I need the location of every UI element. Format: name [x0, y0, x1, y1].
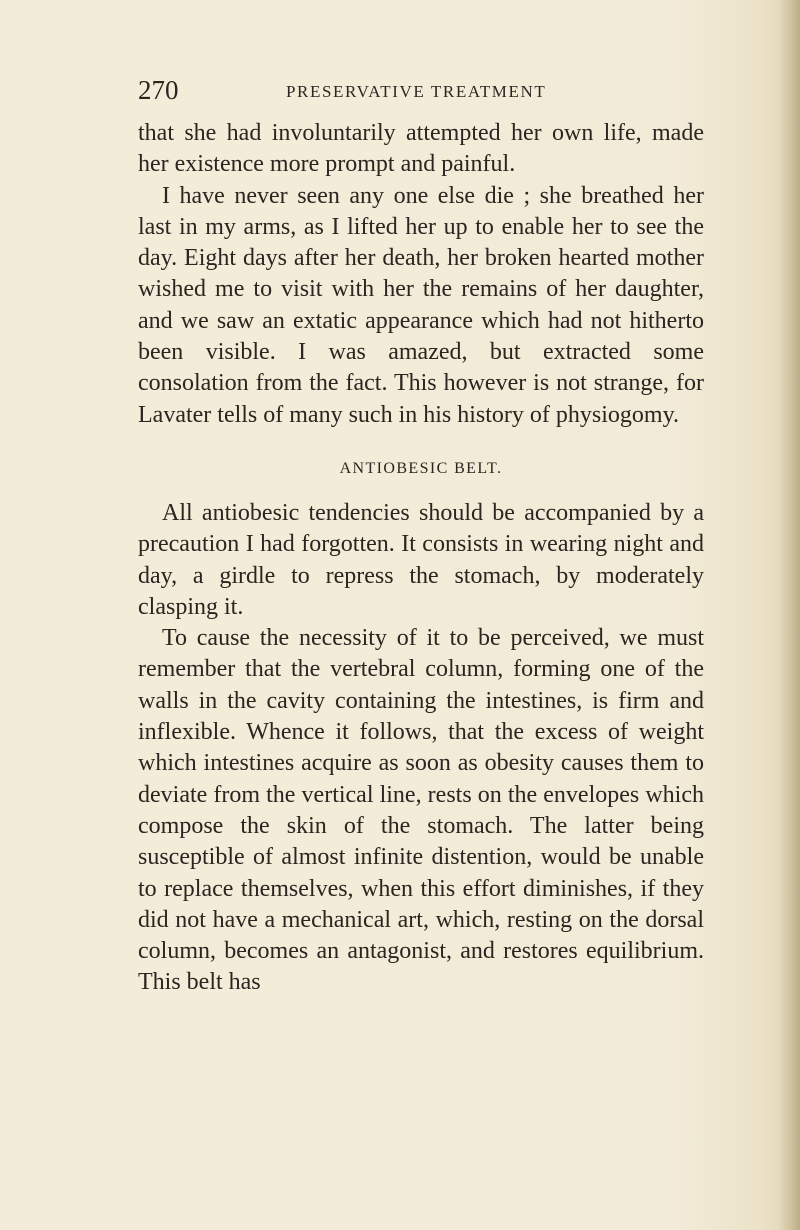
page-number: 270	[138, 75, 179, 105]
running-title: PRESERVATIVE TREATMENT	[286, 82, 547, 101]
paragraph: All antiobesic tendencies should be accompanied by a precaution I had forgotten. It consists in wearing night and day, a girdle to repress the stomach, by moderately clasping it.	[138, 499, 704, 620]
section-heading: ANTIOBESIC BELT.	[339, 459, 503, 477]
paragraph: I have never seen any one else die ; she breathed her last in my arms, as I lifted her up to enable her to see the day. Eight days after her death, her broken hearted mother wished me to visit with her the remains of her daughter, and we saw an extatic appearance which had not hitherto been visible. I was amazed, but extracted some consolation from the fact. This however is not strange, for Lavater tells of many such in his history of physiogomy.	[138, 182, 704, 428]
running-head	[138, 74, 698, 110]
page-edge-shadow	[778, 0, 800, 1230]
paragraph-continued: that she had involuntarily attempted her own life, made her existence more prompt and painful.	[138, 120, 704, 178]
paragraph: To cause the necessity of it to be perceived, we must remember that the vertebral column, forming one of the walls in the cavity containing the intestines, is firm and inflexible. Whence it follows, that the excess of weight which intestines acquire as soon as obesity causes them to deviate from the vertical line, rests on the envelopes which compose the skin of the stomach. The latter being susceptible of almost infinite distention, would be unable to replace themselves, when this effort diminishes, if they did not have a mechanical art, which, resting on the dorsal column, becomes an antagonist, and restores equilibrium. This belt has	[138, 625, 704, 996]
body-text	[138, 118, 704, 999]
